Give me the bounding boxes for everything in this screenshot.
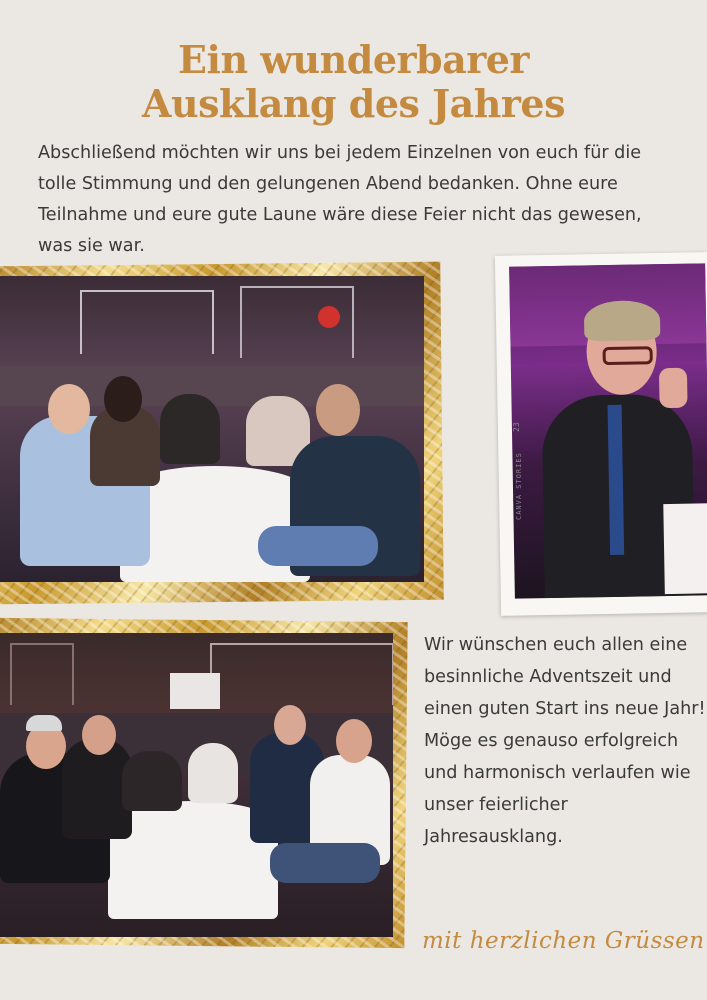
party-photo-table-group bbox=[0, 276, 424, 582]
closing-signature: mit herzlichen Grüssen bbox=[422, 928, 705, 954]
wish-paragraph: Wir wünschen euch allen eine besinnliche Adventszeit und einen guten Start ins neue Jahr! Möge es genauso erfolgreich und harmonisch verlaufen wie unser feierlicher Jahresausklang. bbox=[424, 635, 706, 847]
page-title-line-1: Ein wunderbarer bbox=[178, 37, 529, 82]
intro-paragraph: Abschließend möchten wir uns bei jedem Einzelnen von euch für die tolle Stimmung und den gelungenen Abend bedanken. Ohne eure Teilnahme und eure gute Laune wäre diese Feier nicht das gewesen, was sie war. bbox=[38, 143, 642, 256]
party-photo-toast bbox=[509, 263, 707, 598]
party-photo-group-seated bbox=[0, 633, 393, 937]
page-title-line-2: Ausklang des Jahres bbox=[141, 81, 565, 126]
polaroid-film-text: CANVA STORIES bbox=[515, 452, 523, 520]
polaroid-frame-number: 23 bbox=[512, 422, 521, 432]
